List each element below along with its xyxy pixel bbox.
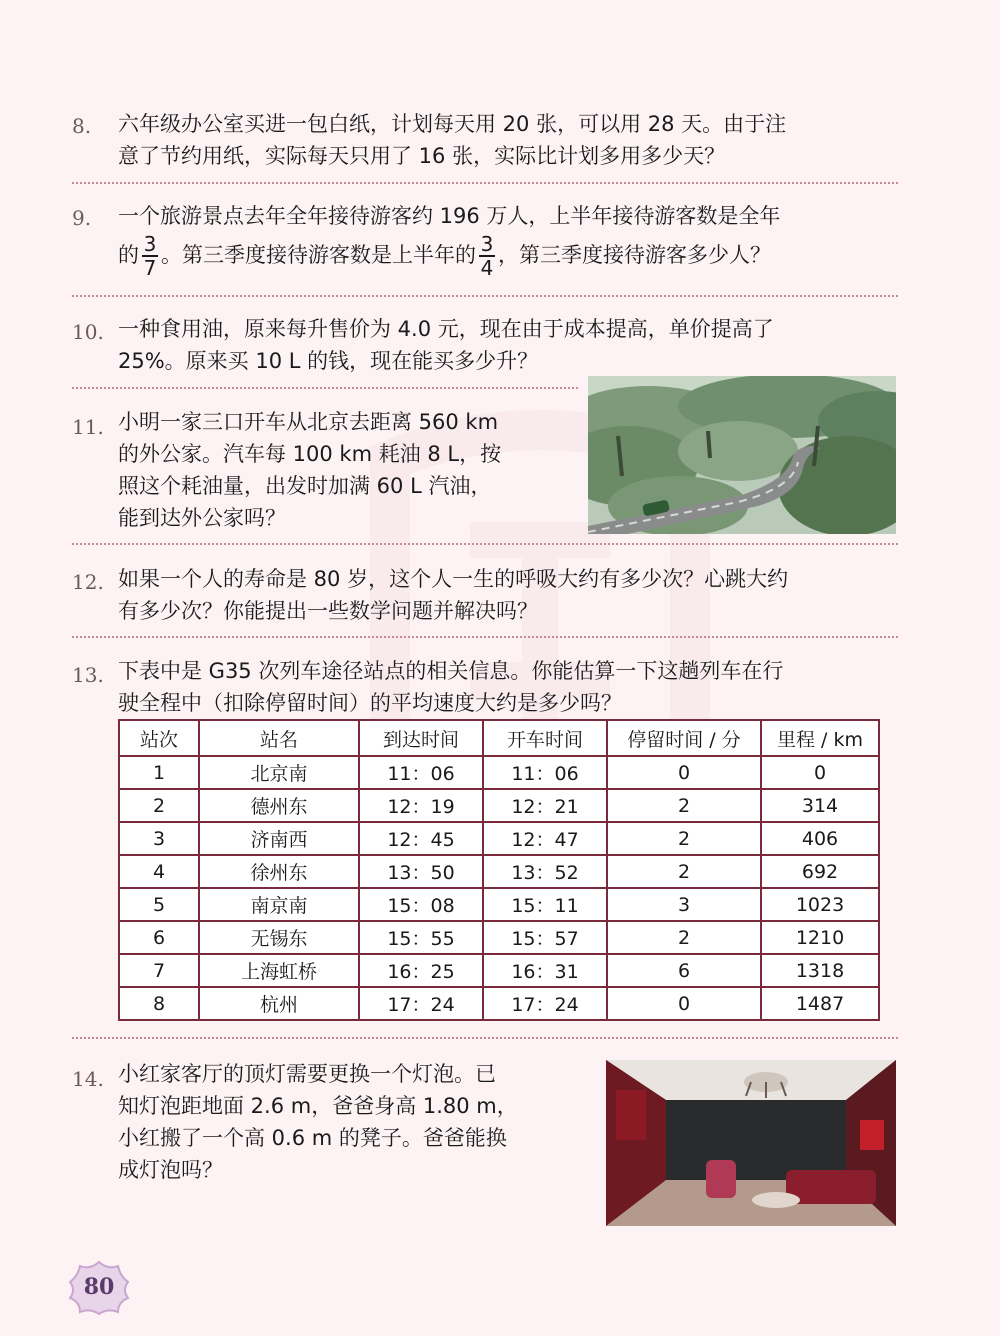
- table-row: [119, 855, 879, 888]
- table-cell: 7: [119, 954, 199, 987]
- table-cell: 12：47: [483, 822, 607, 855]
- table-cell: 17：24: [483, 987, 607, 1020]
- column-header: 站名: [199, 720, 359, 756]
- table-cell: 杭州: [199, 987, 359, 1020]
- table-cell: 2: [607, 789, 761, 822]
- table-row: [119, 987, 879, 1020]
- table-cell: 南京南: [199, 888, 359, 921]
- table-cell: 上海虹桥: [199, 954, 359, 987]
- problem-line: 一种食用油，原来每升售价为 4.0 元，现在由于成本提高，单价提高了: [118, 317, 774, 341]
- table-cell: 德州东: [199, 789, 359, 822]
- problem-line: 成灯泡吗？: [118, 1158, 223, 1182]
- table-cell: 1: [119, 756, 199, 789]
- fraction-3-4: $\frac{3}{4}$: [480, 232, 494, 280]
- problem-line: 小红搬了一个高 0.6 m 的凳子。爸爸能换: [118, 1126, 507, 1150]
- problem-line-with-fractions: 的 $\frac{3}{7}$ 。第三季度接待游客数是上半年的 $\frac{3}{4}$ ，第三季度接待游客多少人？: [118, 232, 771, 280]
- table-cell: 4: [119, 855, 199, 888]
- column-header: 停留时间 / 分: [607, 720, 761, 756]
- table-row: [119, 789, 879, 822]
- table-cell: 6: [607, 954, 761, 987]
- table-cell: 北京南: [199, 756, 359, 789]
- table-cell: 3: [119, 822, 199, 855]
- divider: [72, 295, 898, 297]
- table-cell: 13：50: [359, 855, 483, 888]
- table-cell: 1318: [761, 954, 879, 987]
- table-cell: 15：55: [359, 921, 483, 954]
- table-cell: 3: [607, 888, 761, 921]
- table-cell: 314: [761, 789, 879, 822]
- table-cell: 0: [607, 987, 761, 1020]
- table-header-row: [119, 720, 879, 756]
- problem-line: 六年级办公室买进一包白纸，计划每天用 20 张，可以用 28 天。由于注: [118, 112, 787, 136]
- table-cell: 0: [607, 756, 761, 789]
- problem-line: 小红家客厅的顶灯需要更换一个灯泡。已: [118, 1062, 496, 1086]
- table-cell: 15：08: [359, 888, 483, 921]
- table-cell: 11：06: [483, 756, 607, 789]
- divider: [72, 543, 898, 545]
- column-header: 到达时间: [359, 720, 483, 756]
- table-cell: 1023: [761, 888, 879, 921]
- table-cell: 0: [761, 756, 879, 789]
- divider: [72, 1037, 898, 1039]
- table-cell: 12：45: [359, 822, 483, 855]
- problem-line: 25%。原来买 10 L 的钱，现在能买多少升？: [118, 349, 539, 373]
- living-room-illustration: [606, 1060, 896, 1226]
- table-cell: 徐州东: [199, 855, 359, 888]
- table-cell: 5: [119, 888, 199, 921]
- table-row: [119, 921, 879, 954]
- problem-line: 如果一个人的寿命是 80 岁，这个人一生的呼吸大约有多少次？心跳大约: [118, 567, 789, 591]
- table-cell: 12：19: [359, 789, 483, 822]
- table-cell: 1210: [761, 921, 879, 954]
- train-schedule-table: [118, 719, 880, 1021]
- page-number: 80: [83, 1274, 115, 1300]
- problem-line: 照这个耗油量，出发时加满 60 L 汽油，: [118, 474, 492, 498]
- problem-line: 小明一家三口开车从北京去距离 560 km: [118, 410, 499, 434]
- problem-line: 的外公家。汽车每 100 km 耗油 8 L，按: [118, 442, 502, 466]
- table-cell: 2: [607, 822, 761, 855]
- column-header: 站次: [119, 720, 199, 756]
- table-cell: 16：31: [483, 954, 607, 987]
- problem-number: 8.: [72, 114, 92, 138]
- column-header: 开车时间: [483, 720, 607, 756]
- table-cell: 15：57: [483, 921, 607, 954]
- problem-line: 下表中是 G35 次列车途径站点的相关信息。你能估算一下这趟列车在行: [118, 659, 784, 683]
- problem-line: 知灯泡距地面 2.6 m，爸爸身高 1.80 m，: [118, 1094, 518, 1118]
- table-cell: 11：06: [359, 756, 483, 789]
- table-row: [119, 756, 879, 789]
- road-landscape-illustration: [588, 376, 896, 534]
- table-cell: 692: [761, 855, 879, 888]
- table-row: [119, 954, 879, 987]
- table-row: [119, 888, 879, 921]
- problem-number: 13.: [72, 663, 104, 687]
- table-cell: 16：25: [359, 954, 483, 987]
- table-cell: 12：21: [483, 789, 607, 822]
- problem-line: 驶全程中（扣除停留时间）的平均速度大约是多少吗？: [118, 691, 622, 715]
- divider: [72, 636, 898, 638]
- table-cell: 406: [761, 822, 879, 855]
- table-cell: 17：24: [359, 987, 483, 1020]
- table-cell: 2: [607, 921, 761, 954]
- table-cell: 济南西: [199, 822, 359, 855]
- problem-line: 能到达外公家吗？: [118, 506, 286, 530]
- problem-line: 一个旅游景点去年全年接待游客约 196 万人，上半年接待游客数是全年: [118, 204, 781, 228]
- problem-number: 14.: [72, 1067, 104, 1091]
- table-cell: 无锡东: [199, 921, 359, 954]
- table-cell: 1487: [761, 987, 879, 1020]
- table-row: [119, 822, 879, 855]
- problem-number: 11.: [72, 415, 104, 439]
- problem-number: 12.: [72, 570, 104, 594]
- table-cell: 2: [607, 855, 761, 888]
- divider: [72, 387, 578, 389]
- divider: [72, 182, 898, 184]
- problem-number: 10.: [72, 320, 104, 344]
- column-header: 里程 / km: [761, 720, 879, 756]
- fraction-3-7: $\frac{3}{7}$: [143, 232, 157, 280]
- table-cell: 13：52: [483, 855, 607, 888]
- problem-line: 有多少次？你能提出一些数学问题并解决吗？: [118, 599, 538, 623]
- problem-number: 9.: [72, 206, 92, 230]
- problem-line: 意了节约用纸，实际每天只用了 16 张，实际比计划多用多少天？: [118, 144, 726, 168]
- table-cell: 6: [119, 921, 199, 954]
- table-cell: 15：11: [483, 888, 607, 921]
- table-cell: 2: [119, 789, 199, 822]
- table-cell: 8: [119, 987, 199, 1020]
